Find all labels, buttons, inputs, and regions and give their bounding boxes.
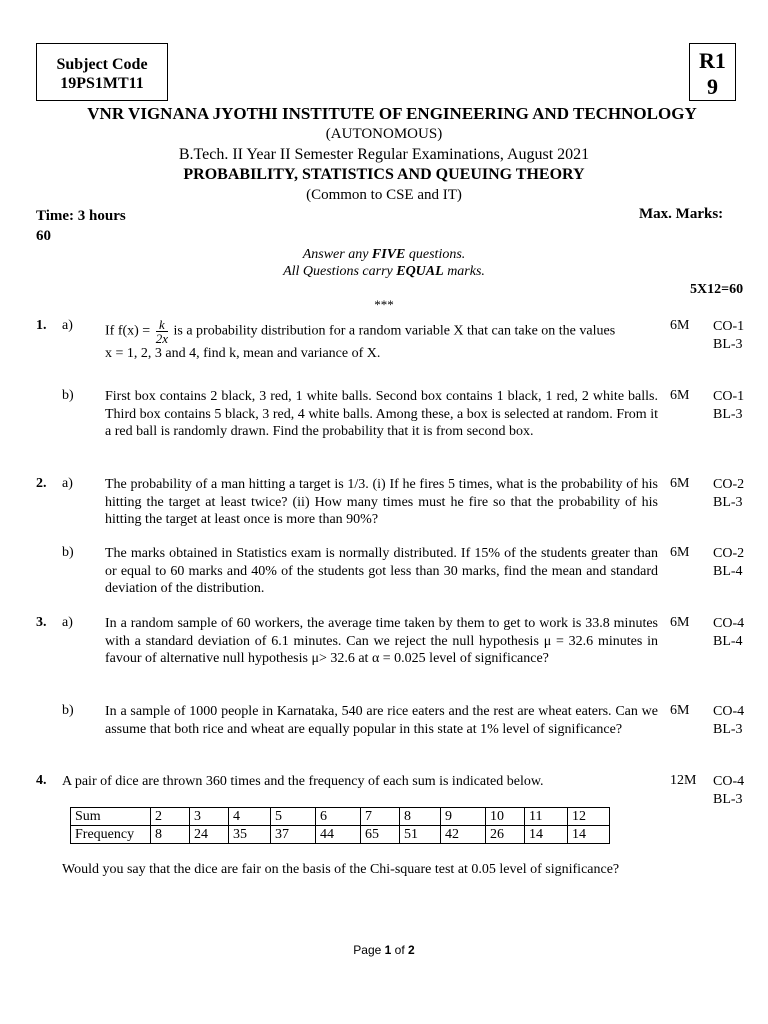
table-cell: 12 bbox=[568, 808, 610, 826]
table-cell: 8 bbox=[151, 826, 190, 844]
q1a-co bbox=[713, 318, 744, 353]
table-cell: 7 bbox=[361, 808, 400, 826]
q3a-co-label: CO-4 bbox=[713, 616, 745, 631]
table-cell: 37 bbox=[271, 826, 316, 844]
q3a-text: In a random sample of 60 workers, the average time taken by them to get to work is 33.8 minutes with a standard deviation of 6.1 minutes. Can we reject the null hypothesis μ = 32.6 minutes in favour of alternative null hypothesis μ> 32.6 at α = 0.025 level of significance? bbox=[105, 616, 658, 666]
instr2-bold: EQUAL bbox=[396, 264, 444, 279]
table-cell: Frequency bbox=[71, 826, 151, 844]
q2b-co bbox=[713, 545, 744, 580]
max-marks-value: 60 bbox=[36, 228, 51, 244]
q2a-marks: 6M bbox=[670, 476, 690, 491]
q2a-label: a) bbox=[62, 476, 73, 491]
q2b-text: The marks obtained in Statistics exam is normally distributed. If 15% of the students greater than or equal to 60 marks and 40% of the students got less than 30 marks, find the mean and standard deviation of the distribution. bbox=[105, 546, 658, 596]
q4-bl-label: BL-3 bbox=[713, 791, 743, 807]
table-cell: 51 bbox=[400, 826, 441, 844]
q3b-co bbox=[713, 703, 744, 738]
q3-number: 3. bbox=[36, 615, 47, 630]
table-cell: 6 bbox=[316, 808, 361, 826]
exam-title: B.Tech. II Year II Semester Regular Examinations, August 2021 bbox=[178, 146, 590, 163]
common-label: (Common to CSE and IT) bbox=[306, 187, 462, 203]
q1b-co-label: CO-1 bbox=[713, 389, 745, 404]
fraction-numerator: k bbox=[156, 318, 168, 332]
table-cell: 5 bbox=[271, 808, 316, 826]
institute-name: VNR VIGNANA JYOTHI INSTITUTE OF ENGINEERING AND TECHNOLOGY bbox=[87, 104, 697, 123]
instr1-post: questions. bbox=[405, 247, 466, 262]
subject-title: PROBABILITY, STATISTICS AND QUEUING THEORY bbox=[183, 166, 585, 183]
q3a-label: a) bbox=[62, 615, 73, 630]
instr1-pre: Answer any bbox=[302, 247, 372, 262]
q2a-co bbox=[713, 476, 744, 511]
q2-number: 2. bbox=[36, 476, 47, 491]
q1b-text: First box contains 2 black, 3 red, 1 white balls. Second box contains 1 black, 1 red, 2 white balls. Third box contains 5 black, 3 red, 4 white balls. Among these, a box is selected at random. From it a red ball is randomly drawn. Find the probability that it is from second box. bbox=[105, 389, 658, 439]
q1b-marks: 6M bbox=[670, 388, 690, 403]
autonomous-label: (AUTONOMOUS) bbox=[325, 126, 443, 142]
q1a-text-line2: x = 1, 2, 3 and 4, find k, mean and variance of X. bbox=[105, 346, 381, 361]
marks-scheme: 5X12=60 bbox=[690, 282, 744, 297]
instr2-pre: All Questions carry bbox=[283, 264, 397, 279]
q3a-marks: 6M bbox=[670, 615, 690, 630]
q1b-bl-label: BL-3 bbox=[713, 406, 743, 422]
q3b-marks: 6M bbox=[670, 703, 690, 718]
table-row bbox=[71, 808, 610, 826]
table-cell: 42 bbox=[441, 826, 486, 844]
q2b-co-label: CO-2 bbox=[713, 546, 745, 561]
q1a-co-label: CO-1 bbox=[713, 319, 745, 334]
frequency-table bbox=[70, 807, 610, 844]
table-cell: 9 bbox=[441, 808, 486, 826]
table-cell: 11 bbox=[525, 808, 568, 826]
regulation-line2: 9 bbox=[707, 74, 718, 99]
table-cell: 35 bbox=[229, 826, 271, 844]
table-cell: 2 bbox=[151, 808, 190, 826]
table-cell: 14 bbox=[525, 826, 568, 844]
separator: *** bbox=[374, 297, 394, 312]
q1b-label: b) bbox=[62, 388, 74, 403]
fraction-denominator: 2x bbox=[155, 331, 168, 346]
table-cell: 24 bbox=[190, 826, 229, 844]
q1a-bl-label: BL-3 bbox=[713, 336, 743, 352]
instructions bbox=[0, 246, 768, 280]
instr1-bold: FIVE bbox=[371, 247, 406, 262]
q1-number: 1. bbox=[36, 318, 47, 333]
q2b-marks: 6M bbox=[670, 545, 690, 560]
q1a-marks: 6M bbox=[670, 318, 690, 333]
subject-code-box bbox=[36, 43, 168, 101]
q4-text: A pair of dice are thrown 360 times and the frequency of each sum is indicated below. bbox=[62, 774, 544, 789]
q2b-bl-label: BL-4 bbox=[713, 563, 743, 579]
footer-page-num: 1 bbox=[384, 943, 392, 957]
max-marks-label: Max. Marks: bbox=[639, 206, 724, 222]
table-cell: 14 bbox=[568, 826, 610, 844]
table-cell: 8 bbox=[400, 808, 441, 826]
q2a-co-label: CO-2 bbox=[713, 477, 745, 492]
q1a-text bbox=[105, 318, 658, 363]
q4-number: 4. bbox=[36, 773, 47, 788]
regulation-box bbox=[689, 43, 736, 101]
q2a-text: The probability of a man hitting a target is 1/3. (i) If he fires 5 times, what is the probability of his hitting the target at least twice? (ii) How many times must he fire so that the probability of his hitting the target at least once is more than 90%? bbox=[105, 477, 658, 527]
q3b-label: b) bbox=[62, 703, 74, 718]
instruction-line2 bbox=[0, 263, 768, 280]
q1b-co bbox=[713, 388, 744, 423]
table-cell: 4 bbox=[229, 808, 271, 826]
q3b-co-label: CO-4 bbox=[713, 704, 745, 719]
q4-marks: 12M bbox=[670, 773, 697, 788]
q1a-text-post: is a probability distribution for a random variable X that can take on the values bbox=[170, 323, 616, 339]
table-cell: 10 bbox=[486, 808, 525, 826]
subject-code: 19PS1MT11 bbox=[60, 75, 144, 92]
fraction bbox=[156, 318, 168, 345]
q2b-label: b) bbox=[62, 545, 74, 560]
instruction-line1 bbox=[0, 246, 768, 263]
footer-page-total: 2 bbox=[408, 943, 415, 957]
table-cell: 65 bbox=[361, 826, 400, 844]
table-cell: 3 bbox=[190, 808, 229, 826]
regulation-line1: R1 bbox=[699, 48, 726, 73]
table-cell: 26 bbox=[486, 826, 525, 844]
time-info bbox=[36, 206, 126, 246]
footer-page-mid: of bbox=[391, 943, 409, 957]
q4-followup: Would you say that the dice are fair on the basis of the Chi-square test at 0.05 level of significance? bbox=[62, 862, 620, 877]
table-cell: 44 bbox=[316, 826, 361, 844]
table-row bbox=[71, 826, 610, 844]
footer-page-pre: Page bbox=[353, 943, 385, 957]
q4-co bbox=[713, 773, 744, 808]
q2a-bl-label: BL-3 bbox=[713, 494, 743, 510]
time-label: Time: 3 hours bbox=[36, 208, 126, 224]
q1a-text-pre: If f(x) = bbox=[105, 323, 154, 339]
q3a-co bbox=[713, 615, 744, 650]
instr2-post: marks. bbox=[443, 264, 485, 279]
subject-code-label: Subject Code bbox=[56, 56, 148, 73]
q3a-bl-label: BL-4 bbox=[713, 633, 743, 649]
table-cell: Sum bbox=[71, 808, 151, 826]
q4-co-label: CO-4 bbox=[713, 774, 745, 789]
q3b-bl-label: BL-3 bbox=[713, 721, 743, 737]
q3b-text: In a sample of 1000 people in Karnataka, 540 are rice eaters and the rest are wheat eaters. Can we assume that both rice and wheat are equally popular in this state at 1% level of significance? bbox=[105, 704, 658, 737]
q1a-label: a) bbox=[62, 318, 73, 333]
page-footer bbox=[0, 943, 768, 957]
